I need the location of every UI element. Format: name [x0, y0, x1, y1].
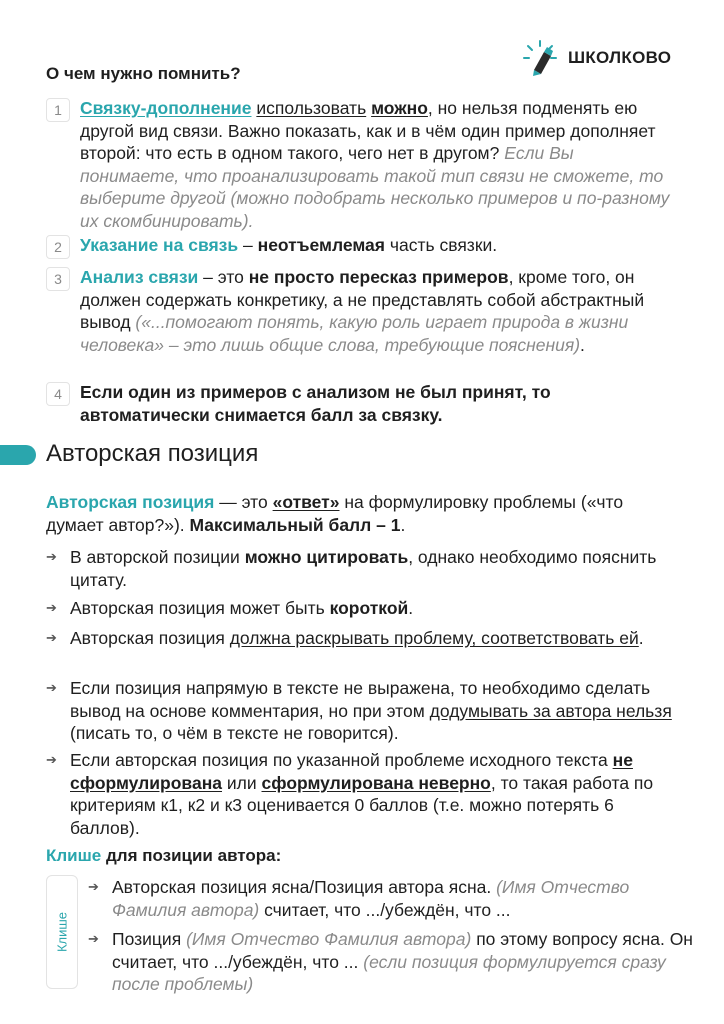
text-run: использовать — [256, 98, 367, 118]
text-run: , то такая работа по критериям к1, к2 и к3 оценивается 0 баллов (т.е. можно потерять 6 баллов). — [70, 772, 654, 838]
item-text — [80, 234, 670, 259]
brand-logo — [520, 38, 671, 78]
arrow-right-icon: ➔ — [46, 680, 57, 695]
text-run: Авторская позиция ясна/Позиция автора ясна. — [112, 877, 497, 897]
remember-item — [46, 234, 670, 259]
text-run: («...помогают понять, какую роль играет природа в жизни человека» – это лишь общие слова, требующие пояснения) — [80, 312, 629, 355]
definition-text — [46, 491, 676, 536]
arrow-right-icon: ➔ — [88, 931, 99, 946]
cliche-item-text — [112, 876, 702, 921]
list-item-text — [70, 749, 682, 839]
text-run: Связку-дополнение — [80, 98, 252, 118]
text-run: — это — [214, 492, 273, 512]
arrow-right-icon: ➔ — [46, 630, 57, 645]
text-run: короткой — [329, 598, 409, 618]
list-item — [46, 677, 682, 745]
remember-item — [46, 266, 670, 356]
cliche-heading — [46, 846, 281, 866]
text-run: . — [408, 598, 414, 618]
text-run: . — [580, 334, 585, 355]
list-item — [46, 749, 682, 839]
text-run: Указание на связь — [80, 235, 239, 255]
list-item — [46, 627, 682, 650]
text-run: неотъемлемая — [257, 235, 386, 255]
text-run: Если авторская позиция по указанной проблеме исходного текста — [70, 750, 613, 770]
cliche-item — [88, 928, 702, 996]
text-run: , но нельзя подменять ею другой вид связи. Важно показать, как и в чём один пример дополняет второй: что есть в одном такого, чего нет в другом? — [80, 98, 656, 163]
cliche-heading-accent: Клише — [46, 846, 102, 865]
text-run: не сформулирована — [70, 750, 633, 793]
text-run: Максимальный балл – 1 — [189, 514, 401, 535]
cliche-side-tab — [46, 875, 78, 989]
arrow-right-icon: ➔ — [46, 549, 57, 564]
pencil-logo-icon — [520, 38, 560, 78]
arrow-right-icon: ➔ — [46, 752, 57, 767]
text-run: на формулировку проблемы («что думает автор?»). — [46, 492, 624, 535]
item-text — [80, 381, 670, 426]
text-run: можно цитировать — [244, 547, 409, 567]
text-run: должна раскрывать проблему, соответствовать ей — [229, 628, 639, 648]
item-number: 4 — [46, 382, 70, 406]
item-number: 2 — [46, 235, 70, 259]
list-item-text — [70, 597, 682, 620]
text-run: можно — [371, 98, 428, 118]
text-run: В авторской позиции — [70, 547, 245, 567]
section-marker — [0, 445, 36, 465]
text-run: додумывать за автора нельзя — [429, 700, 672, 721]
text-run: , однако необходимо пояснить цитату. — [70, 547, 657, 590]
item-text — [80, 266, 670, 356]
list-item-text — [70, 677, 682, 745]
remember-item — [46, 381, 670, 426]
text-run: . — [638, 628, 644, 648]
section-title: Авторская позиция — [46, 440, 259, 467]
item-number: 3 — [46, 267, 70, 291]
text-run: (Имя Отчество Фамилия автора) — [186, 929, 472, 949]
text-run: Авторская позиция — [46, 492, 215, 512]
text-run: (Имя Отчество Фамилия автора) — [112, 877, 630, 920]
text-run: – — [238, 235, 258, 255]
text-run: Авторская позиция может быть — [70, 598, 330, 618]
text-run: – это — [198, 267, 249, 287]
cliche-item-text — [112, 928, 702, 996]
text-run: (если позиция формулируется сразу после проблемы) — [112, 951, 666, 994]
text-run: по этому вопросу ясна. Он считает, что .../убеждён, что ... — [112, 929, 693, 972]
list-item — [46, 597, 682, 620]
text-run: «ответ» — [272, 492, 340, 512]
text-run: считает, что .../убеждён, что ... — [259, 899, 511, 920]
cliche-heading-rest: для позиции автора: — [101, 846, 282, 865]
text-run: Анализ связи — [80, 267, 199, 287]
list-item-text — [70, 546, 682, 591]
item-text — [80, 97, 670, 232]
arrow-right-icon: ➔ — [46, 600, 57, 615]
list-item — [46, 546, 682, 591]
remember-heading: О чем нужно помнить? — [46, 64, 241, 83]
item-number: 1 — [46, 98, 70, 122]
text-run: , кроме того, он должен содержать конкретику, а не представлять собой абстрактный вывод — [80, 267, 645, 332]
text-run: сформулирована неверно — [261, 772, 491, 793]
text-run: Если позиция напрямую в тексте не выражена, то необходимо сделать вывод на основе комментария, но при этом — [70, 678, 651, 721]
text-run: Авторская позиция — [70, 628, 230, 648]
cliche-item — [88, 876, 702, 921]
text-run: часть связки. — [385, 235, 498, 255]
text-run: Если один из примеров с анализом не был принят, то автоматически снимается балл за связку. — [80, 382, 551, 425]
text-run: Если Вы понимаете, что проанализировать такой тип связи не сможете, то выберите другой (можно подобрать несколько примеров и по-разному их скомбинировать). — [80, 143, 670, 231]
text-run: . — [400, 514, 406, 535]
text-run: (писать то, о чём в тексте не говорится). — [70, 723, 399, 743]
brand-name: ШКОЛКОВО — [568, 48, 672, 67]
cliche-tab-label: Клише — [54, 911, 70, 953]
text-run: Позиция — [112, 929, 187, 949]
list-item-text — [70, 627, 682, 650]
text-run: или — [222, 772, 262, 793]
arrow-right-icon: ➔ — [88, 879, 99, 894]
text-run: не просто пересказ примеров — [248, 267, 509, 287]
remember-item — [46, 97, 670, 232]
